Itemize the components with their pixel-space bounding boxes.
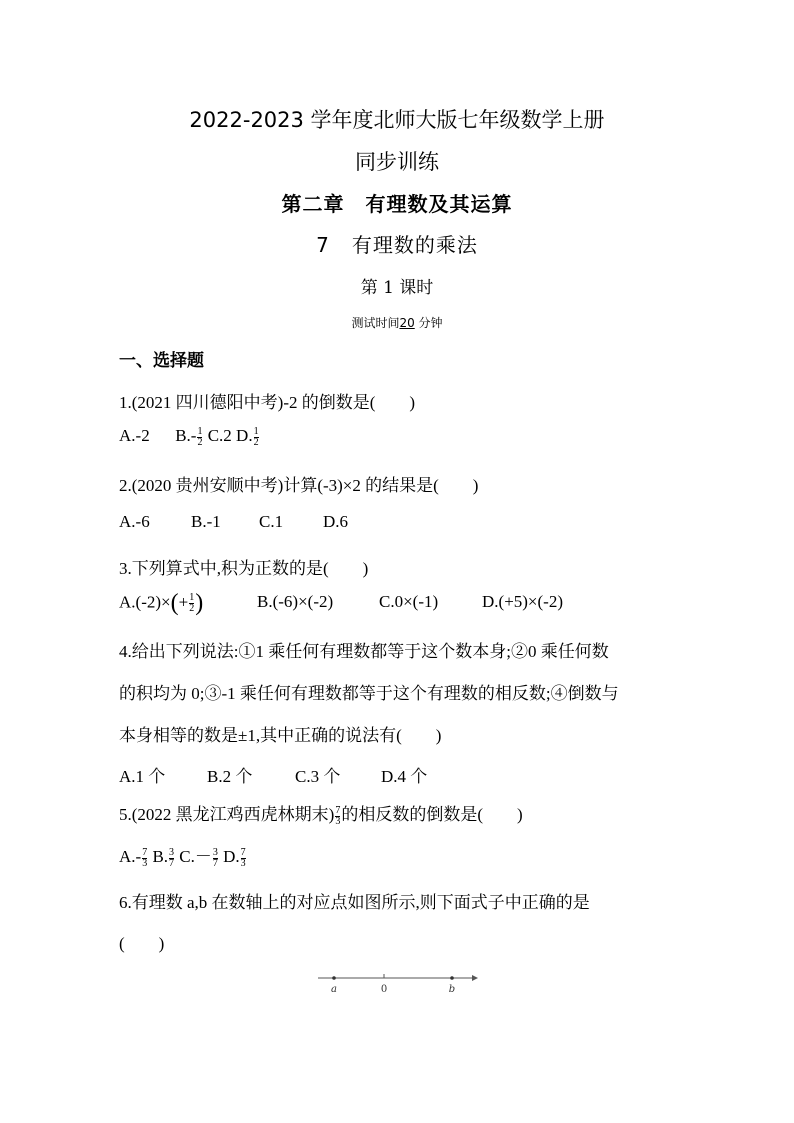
- question-4-line-1: 4.给出下列说法:①1 乘任何有理数都等于这个数本身;②0 乘任何数: [119, 642, 609, 661]
- lesson-label: 第 1 课时: [360, 278, 434, 298]
- section-name: 有理数的乘法: [351, 233, 478, 257]
- q5-option-a: [119, 847, 148, 869]
- q5-option-a-num: 7: [142, 846, 148, 858]
- q5-option-b-num: 3: [169, 846, 175, 858]
- q1-option-b-den: 2: [197, 436, 203, 448]
- q5-stem-num: 7: [335, 804, 341, 816]
- q5-option-d-prefix: D.: [223, 847, 240, 866]
- q5-option-c-den: 7: [212, 857, 218, 869]
- question-2-options: [119, 512, 348, 532]
- label-a: a: [331, 984, 337, 995]
- q5-stem-suffix: 的相反数的倒数是( ): [341, 805, 523, 824]
- q5-option-b-prefix: B.: [152, 847, 169, 866]
- question-6-line-1: 6.有理数 a,b 在数轴上的对应点如图所示,则下面式子中正确的是: [119, 893, 590, 912]
- test-time-value: 20: [399, 316, 415, 330]
- q3-option-a-num: 1: [189, 592, 195, 603]
- q2-option-a: A.-6: [119, 512, 150, 531]
- q5-option-a-den: 3: [142, 857, 148, 869]
- question-1-options: [119, 426, 260, 448]
- question-6-line-2: ( ): [119, 934, 165, 953]
- q5-option-d: [223, 847, 247, 869]
- q5-option-b-den: 7: [169, 857, 175, 869]
- q5-option-b: [152, 847, 175, 869]
- question-5-stem: [119, 800, 523, 827]
- q1-option-d-den: 2: [253, 436, 259, 448]
- number-line-arrow-icon: [472, 975, 478, 981]
- q2-option-d: D.6: [323, 512, 349, 531]
- q4-option-d: D.4 个: [381, 767, 428, 786]
- question-3-stem: 3.下列算式中,积为正数的是( ): [119, 559, 369, 578]
- q3-option-a: [119, 590, 257, 617]
- doc-title: 2022-2023 学年度北师大版七年级数学上册: [189, 108, 605, 132]
- point-a: [332, 976, 336, 980]
- number-line-figure: [310, 968, 485, 998]
- q5-option-a-prefix: A.-: [119, 847, 142, 866]
- q5-option-d-fraction: [241, 848, 246, 869]
- q5-stem-prefix: 5.(2022 黑龙江鸡西虎林期末): [119, 805, 335, 824]
- question-3-options: [119, 590, 563, 617]
- test-time-suffix: 分钟: [414, 316, 443, 330]
- q3-option-a-den: 2: [189, 603, 195, 614]
- q5-option-c-num: 3: [212, 846, 218, 858]
- q1-option-c: C.2: [207, 426, 232, 445]
- q3-option-a-sign: +: [178, 592, 189, 612]
- q3-option-b: B.(-6)×(-2): [257, 592, 334, 612]
- q1-option-b-prefix: B.-: [175, 426, 197, 445]
- q1-option-d-prefix: D.: [236, 426, 253, 445]
- q3-option-a-prefix: A.(-2)×: [119, 592, 171, 612]
- q3-option-a-fraction: [189, 593, 194, 614]
- q1-option-a: A.-2: [119, 426, 150, 445]
- question-5-options: [119, 842, 247, 869]
- question-4-options: [119, 762, 427, 787]
- q4-option-a: A.1 个: [119, 767, 166, 786]
- q5-option-c-fraction: [213, 848, 218, 869]
- q4-option-c: C.3 个: [295, 767, 341, 786]
- section-title: [0, 229, 794, 258]
- q5-option-c: [179, 842, 219, 869]
- q1-option-d-num: 1: [253, 425, 259, 437]
- test-time: [0, 314, 794, 331]
- q2-option-c: C.1: [259, 512, 284, 531]
- q4-option-b: B.2 个: [207, 767, 253, 786]
- chapter-title: 第二章 有理数及其运算: [281, 192, 513, 216]
- label-b: b: [448, 984, 456, 995]
- q5-option-b-fraction: [169, 848, 174, 869]
- q5-option-d-den: 3: [240, 857, 246, 869]
- test-time-prefix: 测试时间: [351, 316, 400, 330]
- q1-option-d: [236, 426, 260, 448]
- q5-option-a-fraction: [142, 848, 147, 869]
- doc-subtitle: 同步训练: [355, 150, 439, 174]
- q5-stem-fraction: [335, 806, 340, 827]
- q5-option-d-num: 7: [240, 846, 246, 858]
- label-zero: 0: [380, 984, 388, 995]
- section-label: 一、选择题: [119, 351, 204, 371]
- q3-close-paren-icon: ): [195, 590, 204, 616]
- q1-option-b-fraction: [197, 427, 202, 448]
- q1-option-d-fraction: [254, 427, 259, 448]
- q3-option-d: D.(+5)×(-2): [482, 592, 564, 612]
- q5-stem-den: 3: [335, 815, 341, 827]
- question-2-stem: 2.(2020 贵州安顺中考)计算(-3)×2 的结果是( ): [119, 476, 479, 495]
- section-number: 7: [316, 233, 330, 257]
- question-1-stem: 1.(2021 四川德阳中考)-2 的倒数是( ): [119, 393, 416, 412]
- q2-option-b: B.-1: [191, 512, 221, 531]
- q1-option-b: [175, 426, 203, 448]
- q5-option-c-prefix: C.－: [179, 847, 212, 866]
- question-4-line-2: 的积均为 0;③-1 乘任何有理数都等于这个有理数的相反数;④倒数与: [119, 684, 619, 703]
- q3-open-paren-icon: (: [170, 590, 179, 616]
- q3-option-c: C.0×(-1): [379, 592, 439, 612]
- q1-option-b-num: 1: [197, 425, 203, 437]
- point-b: [450, 976, 454, 980]
- question-4-line-3: 本身相等的数是±1,其中正确的说法有( ): [119, 726, 442, 745]
